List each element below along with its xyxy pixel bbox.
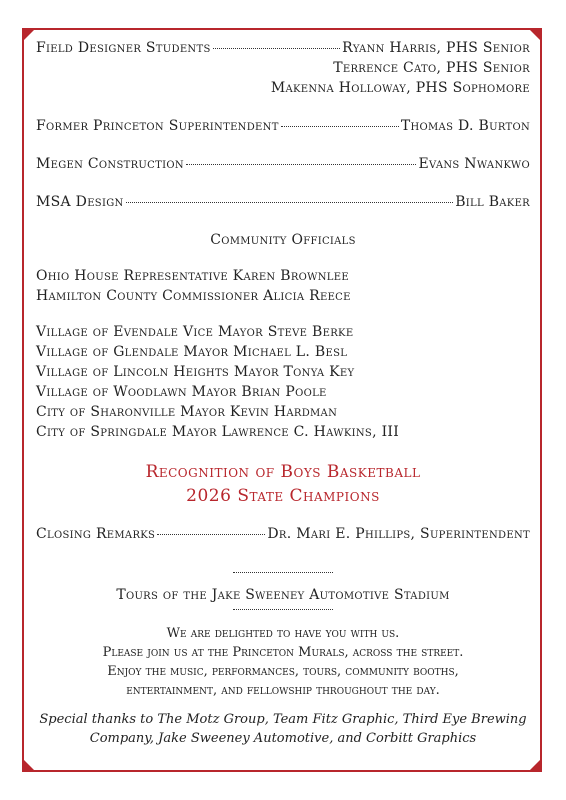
dot-leader <box>186 164 417 165</box>
welcome-line: We are delighted to have you with us. <box>166 626 400 641</box>
dot-leader <box>157 534 265 535</box>
credit-row <box>36 38 530 58</box>
welcome-line: Please join us at the Princeton Murals, across the street. <box>102 645 464 660</box>
welcome-line: entertainment, and fellowship throughout the day. <box>126 683 440 698</box>
official-item: City of Springdale Mayor Lawrence C. Hawkins, III <box>36 424 400 440</box>
section-heading: Community Officials <box>210 232 356 248</box>
credit-row <box>36 154 530 174</box>
official-item: Village of Woodlawn Mayor Brian Poole <box>36 384 327 400</box>
recognition-title: Recognition of Boys Basketball <box>145 462 421 482</box>
closing-name: Dr. Mari E. Phillips, Superintendent <box>267 526 530 542</box>
dot-leader <box>281 126 399 127</box>
official-item: Village of Glendale Mayor Michael L. Besl <box>36 344 348 360</box>
corner-ornament <box>528 28 542 42</box>
official-item: Ohio House Representative Karen Brownlee <box>36 268 349 284</box>
credit-role: Field Designer Students <box>36 40 211 56</box>
official-item: Village of Evendale Vice Mayor Steve Berke <box>36 324 354 340</box>
credit-row <box>36 116 530 136</box>
credit-name: Thomas D. Burton <box>400 118 530 134</box>
credit-row <box>36 192 530 212</box>
recognition-subtitle: 2026 State Champions <box>186 486 380 506</box>
thanks-line: Company, Jake Sweeney Automotive, and Corbitt Graphics <box>89 731 477 746</box>
credit-name: Terrence Cato, PHS Senior <box>333 60 530 76</box>
official-item: City of Sharonville Mayor Kevin Hardman <box>36 404 338 420</box>
dot-leader <box>126 202 454 203</box>
credit-name: Makenna Holloway, PHS Sophomore <box>270 80 530 96</box>
thanks-line: Special thanks to The Motz Group, Team Fitz Graphic, Third Eye Brewing <box>39 712 527 727</box>
welcome-line: Enjoy the music, performances, tours, community booths, <box>107 664 459 679</box>
dot-leader <box>213 48 340 49</box>
credit-role: MSA Design <box>36 194 124 210</box>
credit-role: Former Princeton Superintendent <box>36 118 279 134</box>
corner-ornament <box>528 758 542 772</box>
program-content <box>36 38 530 748</box>
corner-ornament <box>22 28 36 42</box>
credit-name: Ryann Harris, PHS Senior <box>342 40 530 56</box>
closing-row <box>36 524 530 544</box>
credit-role: Megen Construction <box>36 156 184 172</box>
official-item: Hamilton County Commissioner Alicia Reece <box>36 288 351 304</box>
closing-role: Closing Remarks <box>36 526 156 542</box>
tours-line: Tours of the Jake Sweeney Automotive Stadium <box>116 587 450 603</box>
credit-name: Bill Baker <box>455 194 530 210</box>
official-item: Village of Lincoln Heights Mayor Tonya Key <box>36 364 355 380</box>
corner-ornament <box>22 758 36 772</box>
credit-name: Evans Nwankwo <box>418 156 530 172</box>
